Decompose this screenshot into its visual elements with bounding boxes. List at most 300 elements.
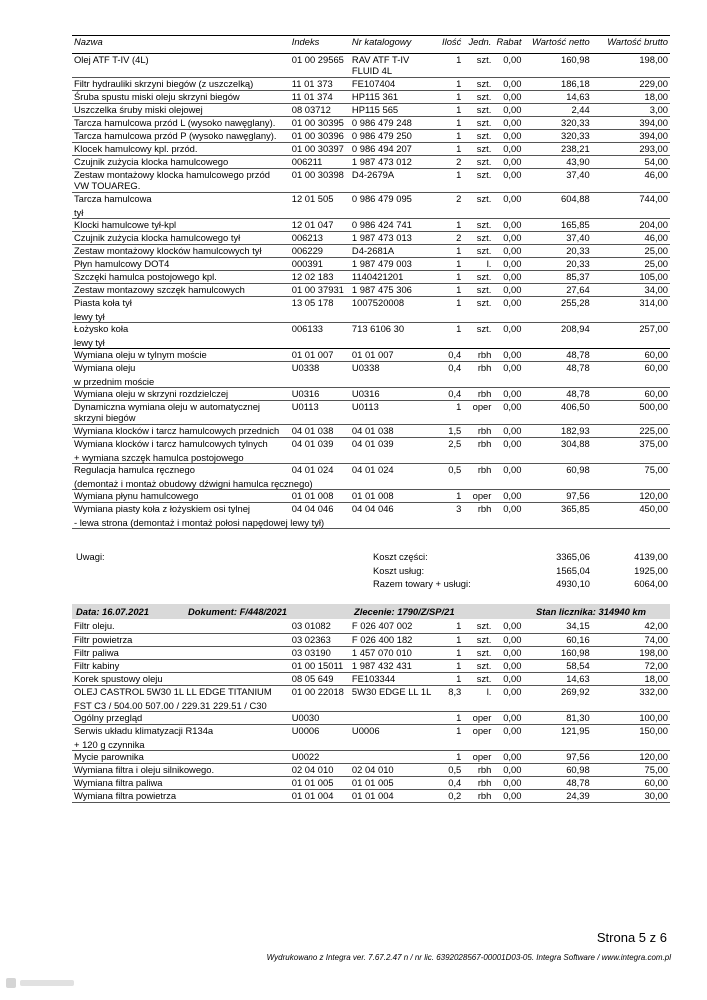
cell-text: 0,00 — [503, 349, 522, 360]
cell-unit — [463, 245, 491, 258]
cell-net — [521, 219, 589, 232]
table-row — [72, 297, 670, 323]
cell-qty — [435, 401, 463, 425]
cell-name — [72, 258, 292, 271]
cell-text: szt. — [476, 193, 492, 204]
cell-name — [72, 388, 292, 401]
cell-name — [72, 271, 292, 284]
cell-text: 0,00 — [503, 388, 522, 399]
cell-unit — [463, 685, 491, 711]
cell-text: 0,00 — [503, 232, 522, 243]
cell-text: 0,5 — [448, 464, 462, 475]
cell-text: 24,39 — [566, 789, 590, 801]
cell-text: 46,00 — [644, 169, 668, 180]
cell-text: 25,00 — [644, 245, 668, 256]
cell-catalog — [352, 659, 435, 672]
cell-text: 01 00 15011 — [291, 659, 344, 671]
cell-text: szt. — [476, 672, 492, 684]
cell-gross — [590, 490, 670, 503]
cell-text: 0,00 — [503, 724, 522, 736]
cell-name — [72, 763, 292, 776]
cell-rab — [491, 620, 521, 633]
cell-text: Filtr kabiny — [74, 659, 120, 671]
cell-gross — [590, 349, 670, 362]
cell-index — [292, 169, 352, 193]
cell-qty — [435, 143, 463, 156]
cell-text: U0113 — [291, 401, 319, 412]
cell-text: szt. — [476, 169, 492, 180]
cell-text: Wymiana oleju w skrzyni rozdzielczej — [74, 388, 229, 399]
cell-text: 0,00 — [503, 117, 522, 128]
cell-index — [292, 271, 352, 284]
cell-gross — [590, 91, 670, 104]
cell-text: Tarcza hamulcowa przód L (wysoko nawęglany). — [74, 117, 276, 128]
cell-net — [521, 271, 589, 284]
cell-net — [521, 284, 589, 297]
cell-gross — [590, 156, 670, 169]
cell-text: FE107404 — [351, 78, 396, 89]
cell-net — [521, 750, 589, 763]
cell-net — [521, 232, 589, 245]
cell-text: 1 — [456, 297, 462, 308]
cell-index — [292, 490, 352, 503]
cell-net — [521, 388, 589, 401]
cell-text: 74,00 — [644, 633, 668, 645]
table-row — [72, 219, 670, 232]
cell-name — [72, 143, 292, 156]
cell-text: szt. — [476, 284, 492, 295]
cell-text: 04 04 046 — [291, 503, 334, 514]
cell-text: 37,40 — [566, 169, 590, 180]
cell-text: Regulacja hamulca ręcznego — [74, 464, 195, 475]
cell-net — [521, 117, 589, 130]
cell-text: U0022 — [291, 750, 320, 762]
cell-text: 60,98 — [566, 464, 590, 475]
cell-rab — [491, 763, 521, 776]
cell-gross — [590, 633, 670, 646]
cell-text-continued: VW TOUAREG. — [74, 180, 141, 191]
cell-rab — [491, 169, 521, 193]
cell-catalog — [352, 776, 435, 789]
cell-text: 006213 — [291, 232, 324, 243]
cell-text: 43,90 — [566, 156, 590, 167]
cell-net — [521, 711, 589, 724]
cell-text: l. — [486, 258, 492, 269]
cell-net — [521, 245, 589, 258]
cell-catalog — [352, 620, 435, 633]
cell-text: 01 00 22018 — [291, 685, 344, 697]
cell-text: 0,00 — [503, 685, 522, 697]
cell-index — [292, 659, 352, 672]
cell-text: 1 — [456, 490, 462, 501]
cell-unit — [463, 789, 491, 802]
cell-text: 60,00 — [644, 388, 668, 399]
cell-name — [72, 711, 292, 724]
cell-rab — [491, 130, 521, 143]
cell-text: 1 — [456, 401, 462, 412]
cell-name — [72, 117, 292, 130]
col-header-index: Indeks — [292, 36, 352, 54]
table-row — [72, 271, 670, 284]
cell-text: 0,2 — [448, 789, 462, 801]
cell-name — [72, 789, 292, 802]
cell-net — [521, 438, 589, 464]
cell-text: 0,00 — [503, 763, 522, 775]
cell-gross — [590, 169, 670, 193]
cell-catalog — [352, 219, 435, 232]
cell-text: Piasta koła tył — [74, 297, 132, 308]
cell-qty — [435, 789, 463, 802]
cell-text: Wymiana płynu hamulcowego — [74, 490, 199, 501]
cell-text: 1 — [456, 711, 462, 723]
cell-gross — [590, 750, 670, 763]
cell-rab — [491, 117, 521, 130]
cell-qty — [435, 464, 463, 490]
cell-text: 25,00 — [644, 258, 668, 269]
cell-net — [521, 362, 589, 388]
table-row — [72, 258, 670, 271]
cell-text: 1 987 473 012 — [351, 156, 412, 167]
cell-gross — [590, 362, 670, 388]
cell-index — [292, 91, 352, 104]
cell-index — [292, 193, 352, 219]
cell-text: 01 01 004 — [351, 789, 394, 801]
cell-net — [521, 78, 589, 91]
cell-text: szt. — [476, 117, 492, 128]
cell-text: 01 01 005 — [291, 776, 334, 788]
cell-text: 006211 — [291, 156, 323, 167]
cell-unit — [463, 78, 491, 91]
parts-cost-net: 3365,06 — [556, 551, 590, 562]
cell-unit — [463, 284, 491, 297]
cell-text: 01 01 007 — [351, 349, 394, 360]
cell-text: U0338 — [291, 362, 320, 373]
col-header-catalog: Nr katalogowy — [352, 36, 435, 54]
cell-rab — [491, 104, 521, 117]
cell-net — [521, 425, 589, 438]
cell-text: D4-2679A — [351, 169, 395, 180]
cell-qty — [435, 490, 463, 503]
cell-index — [292, 672, 352, 685]
cell-text: 0 986 479 095 — [351, 193, 412, 204]
cell-text: 97,56 — [566, 750, 590, 762]
cell-gross — [590, 388, 670, 401]
col-header-gross: Wartość brutto — [590, 36, 670, 54]
cell-rab — [491, 789, 521, 802]
document-info-band — [72, 604, 670, 619]
cell-index — [292, 763, 352, 776]
cell-gross — [590, 763, 670, 776]
cell-text: 18,00 — [644, 91, 668, 102]
cell-text: Płyn hamulcowy DOT4 — [74, 258, 170, 269]
cell-text: 0,00 — [503, 156, 522, 167]
cell-text: szt. — [476, 323, 492, 334]
cell-unit — [463, 54, 491, 78]
cell-text: HP115 361 — [351, 91, 399, 102]
cell-index — [292, 219, 352, 232]
cell-qty — [435, 438, 463, 464]
doc-date: Data: 16.07.2021 — [76, 606, 149, 617]
cell-qty — [435, 232, 463, 245]
cell-name — [72, 776, 292, 789]
cell-text: Olej ATF T-IV (4L) — [74, 54, 149, 65]
cell-text: rbh — [477, 763, 492, 775]
cell-text: 0 986 424 741 — [351, 219, 412, 230]
cell-text: 0,00 — [503, 130, 522, 141]
print-note: Wydrukowano z Integra ver. 7.67.2.47 n / nr lic. 6392028567-00001D03-05. Integra Software / www.integra.com.pl — [266, 953, 671, 962]
cell-text: Wymiana piasty koła z łożyskiem osi tylnej — [74, 503, 251, 514]
table-row — [72, 388, 670, 401]
items-table-top — [72, 36, 670, 529]
cell-text: szt. — [476, 91, 492, 102]
cell-text: 160,98 — [561, 646, 590, 658]
table-row — [72, 78, 670, 91]
cell-unit — [463, 646, 491, 659]
cell-gross — [590, 425, 670, 438]
cell-unit — [463, 169, 491, 193]
cell-catalog — [352, 104, 435, 117]
cell-text: Tarcza hamulcowa przód P (wysoko nawęglany). — [74, 130, 277, 141]
cell-text: Korek spustowy oleju — [74, 672, 163, 684]
remarks-label: Uwagi: — [76, 551, 105, 562]
cell-gross — [590, 258, 670, 271]
cell-catalog — [352, 646, 435, 659]
cell-text: Dynamiczna wymiana oleju w automatycznej — [74, 401, 261, 412]
cell-rab — [491, 349, 521, 362]
cell-text: szt. — [476, 54, 492, 65]
cell-qty — [435, 91, 463, 104]
cell-catalog — [352, 789, 435, 802]
cell-text: 37,40 — [566, 232, 590, 243]
cell-text: 000391 — [291, 258, 324, 269]
cell-unit — [463, 156, 491, 169]
cell-name — [72, 91, 292, 104]
cell-name — [72, 219, 292, 232]
cell-catalog — [352, 672, 435, 685]
cell-gross — [590, 711, 670, 724]
cell-text: 198,00 — [639, 54, 668, 65]
cell-unit — [463, 258, 491, 271]
cell-unit — [463, 763, 491, 776]
cell-gross — [590, 464, 670, 490]
cell-catalog — [352, 763, 435, 776]
cell-rab — [491, 91, 521, 104]
cell-name — [72, 438, 292, 464]
cell-text: 0,00 — [503, 438, 522, 449]
cell-qty — [435, 750, 463, 763]
watermark-logo-icon — [6, 976, 76, 990]
cell-net — [521, 646, 589, 659]
cell-text: rbh — [477, 438, 492, 449]
cell-text-continued: tył — [74, 207, 84, 218]
cell-text: 2,5 — [448, 438, 462, 449]
cell-text: 01 01 004 — [291, 789, 334, 801]
cell-text-continued: FLUID 4L — [351, 65, 393, 76]
cell-unit — [463, 232, 491, 245]
cell-text: 394,00 — [639, 117, 668, 128]
cell-text: 60,00 — [644, 776, 668, 788]
cell-text: 04 01 039 — [351, 438, 394, 449]
cell-catalog — [352, 169, 435, 193]
cell-text: 01 01 008 — [351, 490, 394, 501]
cell-qty — [435, 245, 463, 258]
cell-qty — [435, 362, 463, 388]
cell-net — [521, 685, 589, 711]
cell-text: 1 — [456, 143, 462, 154]
cell-unit — [463, 750, 491, 763]
cell-text: szt. — [476, 646, 492, 658]
page-number: Strona 5 z 6 — [596, 930, 667, 945]
cell-text: Wymiana klocków i tarcz hamulcowych przednich — [74, 425, 280, 436]
cell-text: szt. — [476, 297, 492, 308]
doc-order: Zlecenie: 1790/Z/SP/21 — [354, 606, 455, 617]
cell-text: 121,95 — [561, 724, 590, 736]
cell-text: 2 — [456, 232, 462, 243]
cell-text: 13 05 178 — [291, 297, 334, 308]
cell-text: 0,00 — [503, 672, 522, 684]
cell-text: OLEJ CASTROL 5W30 1L LL EDGE TITANIUM — [74, 685, 272, 697]
cell-catalog — [352, 91, 435, 104]
cell-gross — [590, 104, 670, 117]
cell-index — [292, 633, 352, 646]
cell-text-continued: - lewa strona (demontaż i montaż połosi napędowej lewy tył) — [74, 517, 325, 528]
cell-index — [292, 104, 352, 117]
cell-text: szt. — [476, 659, 492, 671]
cell-rab — [491, 232, 521, 245]
doc-number: Dokument: F/448/2021 — [188, 606, 287, 617]
cell-text: 12 01 047 — [291, 219, 334, 230]
cell-text: 0,5 — [448, 763, 462, 775]
cell-text: 75,00 — [644, 464, 668, 475]
cell-text: 1,5 — [448, 425, 462, 436]
cell-index — [292, 117, 352, 130]
cell-text: oper — [472, 750, 492, 762]
cell-text: 0,00 — [503, 750, 522, 762]
table-row — [72, 659, 670, 672]
cell-text: szt. — [476, 620, 492, 631]
cell-text: 1 — [456, 323, 462, 334]
cell-text: 1007520008 — [351, 297, 405, 308]
cell-text: 72,00 — [644, 659, 668, 671]
cell-text: 48,78 — [566, 362, 590, 373]
cell-text: 0,00 — [503, 245, 522, 256]
cell-gross — [590, 659, 670, 672]
cell-text: 293,00 — [639, 143, 668, 154]
service-cost-gross: 1925,00 — [634, 565, 668, 576]
cell-unit — [463, 401, 491, 425]
cell-text: 1 987 475 306 — [351, 284, 412, 295]
cell-text: rbh — [477, 362, 492, 373]
cell-text: Wymiana oleju w tylnym moście — [74, 349, 207, 360]
cell-catalog — [352, 193, 435, 219]
cell-text: F 026 400 182 — [351, 633, 413, 645]
cell-rab — [491, 297, 521, 323]
cell-catalog — [352, 117, 435, 130]
cell-index — [292, 323, 352, 349]
cell-catalog — [352, 711, 435, 724]
cell-index — [292, 776, 352, 789]
cell-gross — [590, 646, 670, 659]
cell-text: 160,98 — [561, 54, 590, 65]
cell-text: 0,00 — [503, 54, 522, 65]
cell-text: 0,00 — [503, 362, 522, 373]
cell-gross — [590, 672, 670, 685]
cell-qty — [435, 284, 463, 297]
cell-name — [72, 169, 292, 193]
cell-qty — [435, 659, 463, 672]
cell-catalog — [352, 78, 435, 91]
cell-text: 238,21 — [561, 143, 590, 154]
cell-text: l. — [486, 685, 492, 697]
cell-text: 0,00 — [503, 169, 522, 180]
cell-rab — [491, 646, 521, 659]
cell-text: 1 — [456, 724, 462, 736]
cell-net — [521, 724, 589, 750]
cell-text: 0,00 — [503, 219, 522, 230]
table-row — [72, 646, 670, 659]
cell-text: 365,85 — [561, 503, 590, 514]
cell-index — [292, 232, 352, 245]
cell-text: 04 04 046 — [351, 503, 394, 514]
cell-text: 0,00 — [503, 258, 522, 269]
cell-index — [292, 750, 352, 763]
cell-name — [72, 54, 292, 78]
cell-text: 11 01 373 — [291, 78, 333, 89]
cell-qty — [435, 685, 463, 711]
cell-text: 08 03712 — [291, 104, 331, 115]
cell-text: 20,33 — [566, 258, 590, 269]
cell-net — [521, 633, 589, 646]
cell-text: Filtr hydrauliki skrzyni biegów (z uszczelką) — [74, 78, 254, 89]
cell-text: 0,00 — [503, 503, 522, 514]
cell-qty — [435, 219, 463, 232]
cell-unit — [463, 659, 491, 672]
cell-gross — [590, 117, 670, 130]
table-row — [72, 620, 670, 633]
cell-text: Serwis układu klimatyzacji R134a — [74, 724, 214, 736]
cell-text: 14,63 — [566, 672, 590, 684]
table-row — [72, 117, 670, 130]
cell-text-continued: lewy tył — [74, 337, 105, 348]
cell-text: 1 — [456, 130, 462, 141]
cell-name — [72, 750, 292, 763]
cell-catalog — [352, 633, 435, 646]
cell-text: 165,85 — [561, 219, 590, 230]
cell-text: Tarcza hamulcowa — [74, 193, 152, 204]
cell-text-continued: lewy tył — [74, 311, 105, 322]
cell-text: rbh — [477, 789, 492, 801]
service-cost-net: 1565,04 — [556, 565, 590, 576]
cell-gross — [590, 297, 670, 323]
cell-rab — [491, 659, 521, 672]
cell-gross — [590, 401, 670, 425]
col-header-unit: Jedn. — [463, 36, 491, 54]
cell-unit — [463, 91, 491, 104]
cell-catalog — [352, 724, 435, 750]
cell-text: Zestaw montażowy klocka hamulcowego przód — [74, 169, 270, 180]
cell-text: 0,00 — [503, 490, 522, 501]
cell-text: 1 — [456, 659, 462, 671]
cell-text: 0,00 — [503, 193, 522, 204]
cell-rab — [491, 401, 521, 425]
cell-text: 01 00 37931 — [291, 284, 344, 295]
cell-unit — [463, 438, 491, 464]
cell-text: 0,4 — [448, 362, 462, 373]
cell-text: U0113 — [351, 401, 379, 412]
cell-name — [72, 193, 292, 219]
cell-text: Klocek hamulcowy kpl. przód. — [74, 143, 198, 154]
cell-gross — [590, 232, 670, 245]
